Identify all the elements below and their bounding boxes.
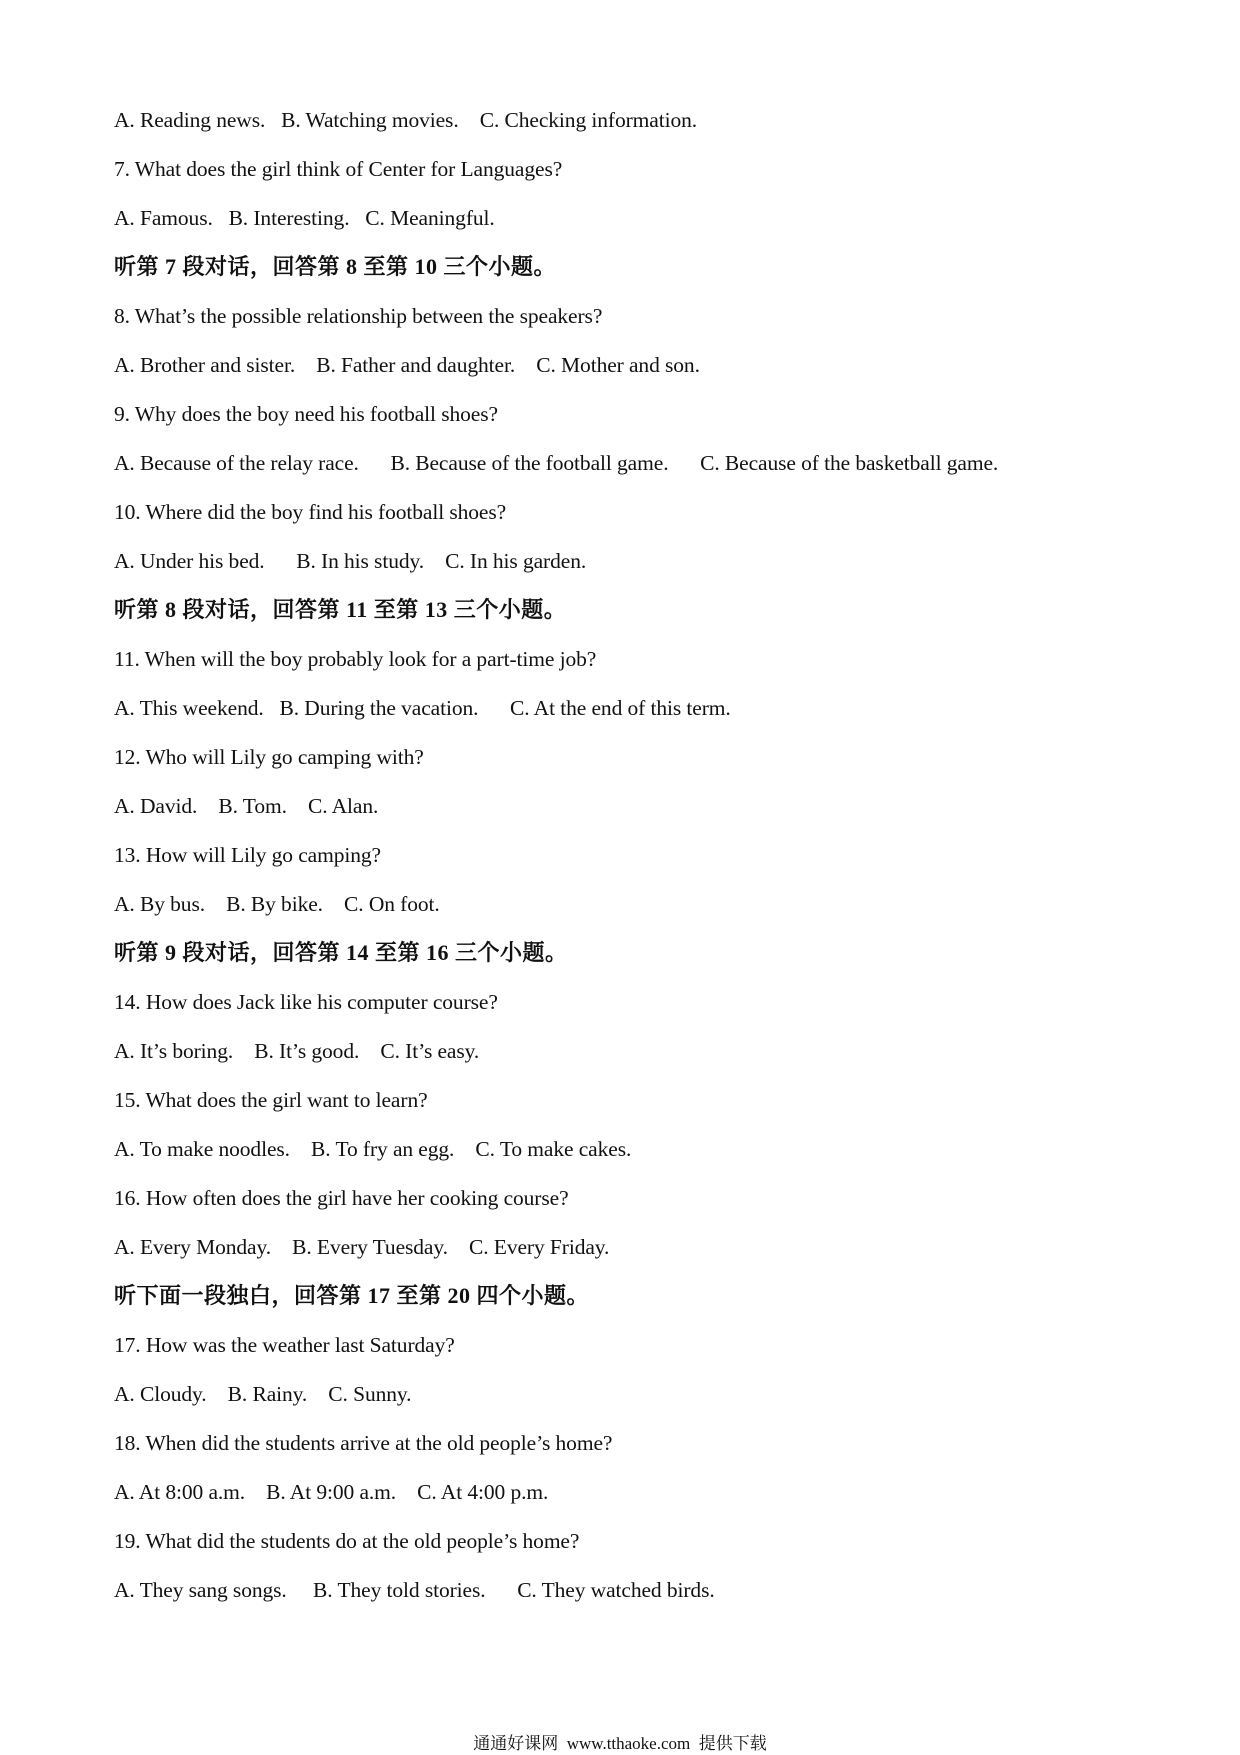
option-line: A. Under his bed. B. In his study. C. In his garden. [114, 549, 587, 573]
question-line: 17. How was the weather last Saturday? [114, 1333, 455, 1357]
question-line: 13. How will Lily go camping? [114, 843, 382, 867]
question-line: 9. Why does the boy need his football shoes? [114, 402, 498, 426]
question-line: 11. When will the boy probably look for a part-time job? [114, 647, 597, 671]
option-line: A. They sang songs. B. They told stories. C. They watched birds. [114, 1578, 715, 1602]
option-line: A. By bus. B. By bike. C. On foot. [114, 892, 440, 916]
question-line: 16. How often does the girl have her cooking course? [114, 1186, 569, 1210]
option-line: A. Reading news. B. Watching movies. C. Checking information. [114, 108, 698, 132]
option-line: A. Cloudy. B. Rainy. C. Sunny. [114, 1382, 412, 1406]
question-line: 19. What did the students do at the old people’s home? [114, 1529, 580, 1553]
option-line: A. It’s boring. B. It’s good. C. It’s easy. [114, 1039, 480, 1063]
option-line: A. David. B. Tom. C. Alan. [114, 794, 379, 818]
question-line: 15. What does the girl want to learn? [114, 1088, 428, 1112]
option-line: A. This weekend. B. During the vacation. C. At the end of this term. [114, 696, 731, 720]
question-line: 12. Who will Lily go camping with? [114, 745, 424, 769]
section-heading: 听第 9 段对话，回答第 14 至第 16 三个小题。 [114, 940, 568, 965]
document-body [114, 103, 1154, 1622]
question-line: 7. What does the girl think of Center for Languages? [114, 157, 563, 181]
question-line: 18. When did the students arrive at the old people’s home? [114, 1431, 613, 1455]
question-line: 10. Where did the boy find his football shoes? [114, 500, 507, 524]
section-heading: 听第 8 段对话，回答第 11 至第 13 三个小题。 [114, 597, 567, 622]
section-heading: 听第 7 段对话，回答第 8 至第 10 三个小题。 [114, 254, 557, 279]
option-line: A. Famous. B. Interesting. C. Meaningful. [114, 206, 495, 230]
page-footer: 通通好课网 www.tthaoke.com 提供下载 [473, 1734, 767, 1753]
option-line: A. Every Monday. B. Every Tuesday. C. Every Friday. [114, 1235, 610, 1259]
option-line: A. At 8:00 a.m. B. At 9:00 a.m. C. At 4:00 p.m. [114, 1480, 549, 1504]
option-line: A. Because of the relay race. B. Because of the football game. C. Because of the basketball game. [114, 451, 999, 475]
question-line: 8. What’s the possible relationship between the speakers? [114, 304, 603, 328]
section-heading: 听下面一段独白，回答第 17 至第 20 四个小题。 [114, 1283, 590, 1308]
option-line: A. To make noodles. B. To fry an egg. C. To make cakes. [114, 1137, 632, 1161]
question-line: 14. How does Jack like his computer course? [114, 990, 498, 1014]
option-line: A. Brother and sister. B. Father and daughter. C. Mother and son. [114, 353, 700, 377]
